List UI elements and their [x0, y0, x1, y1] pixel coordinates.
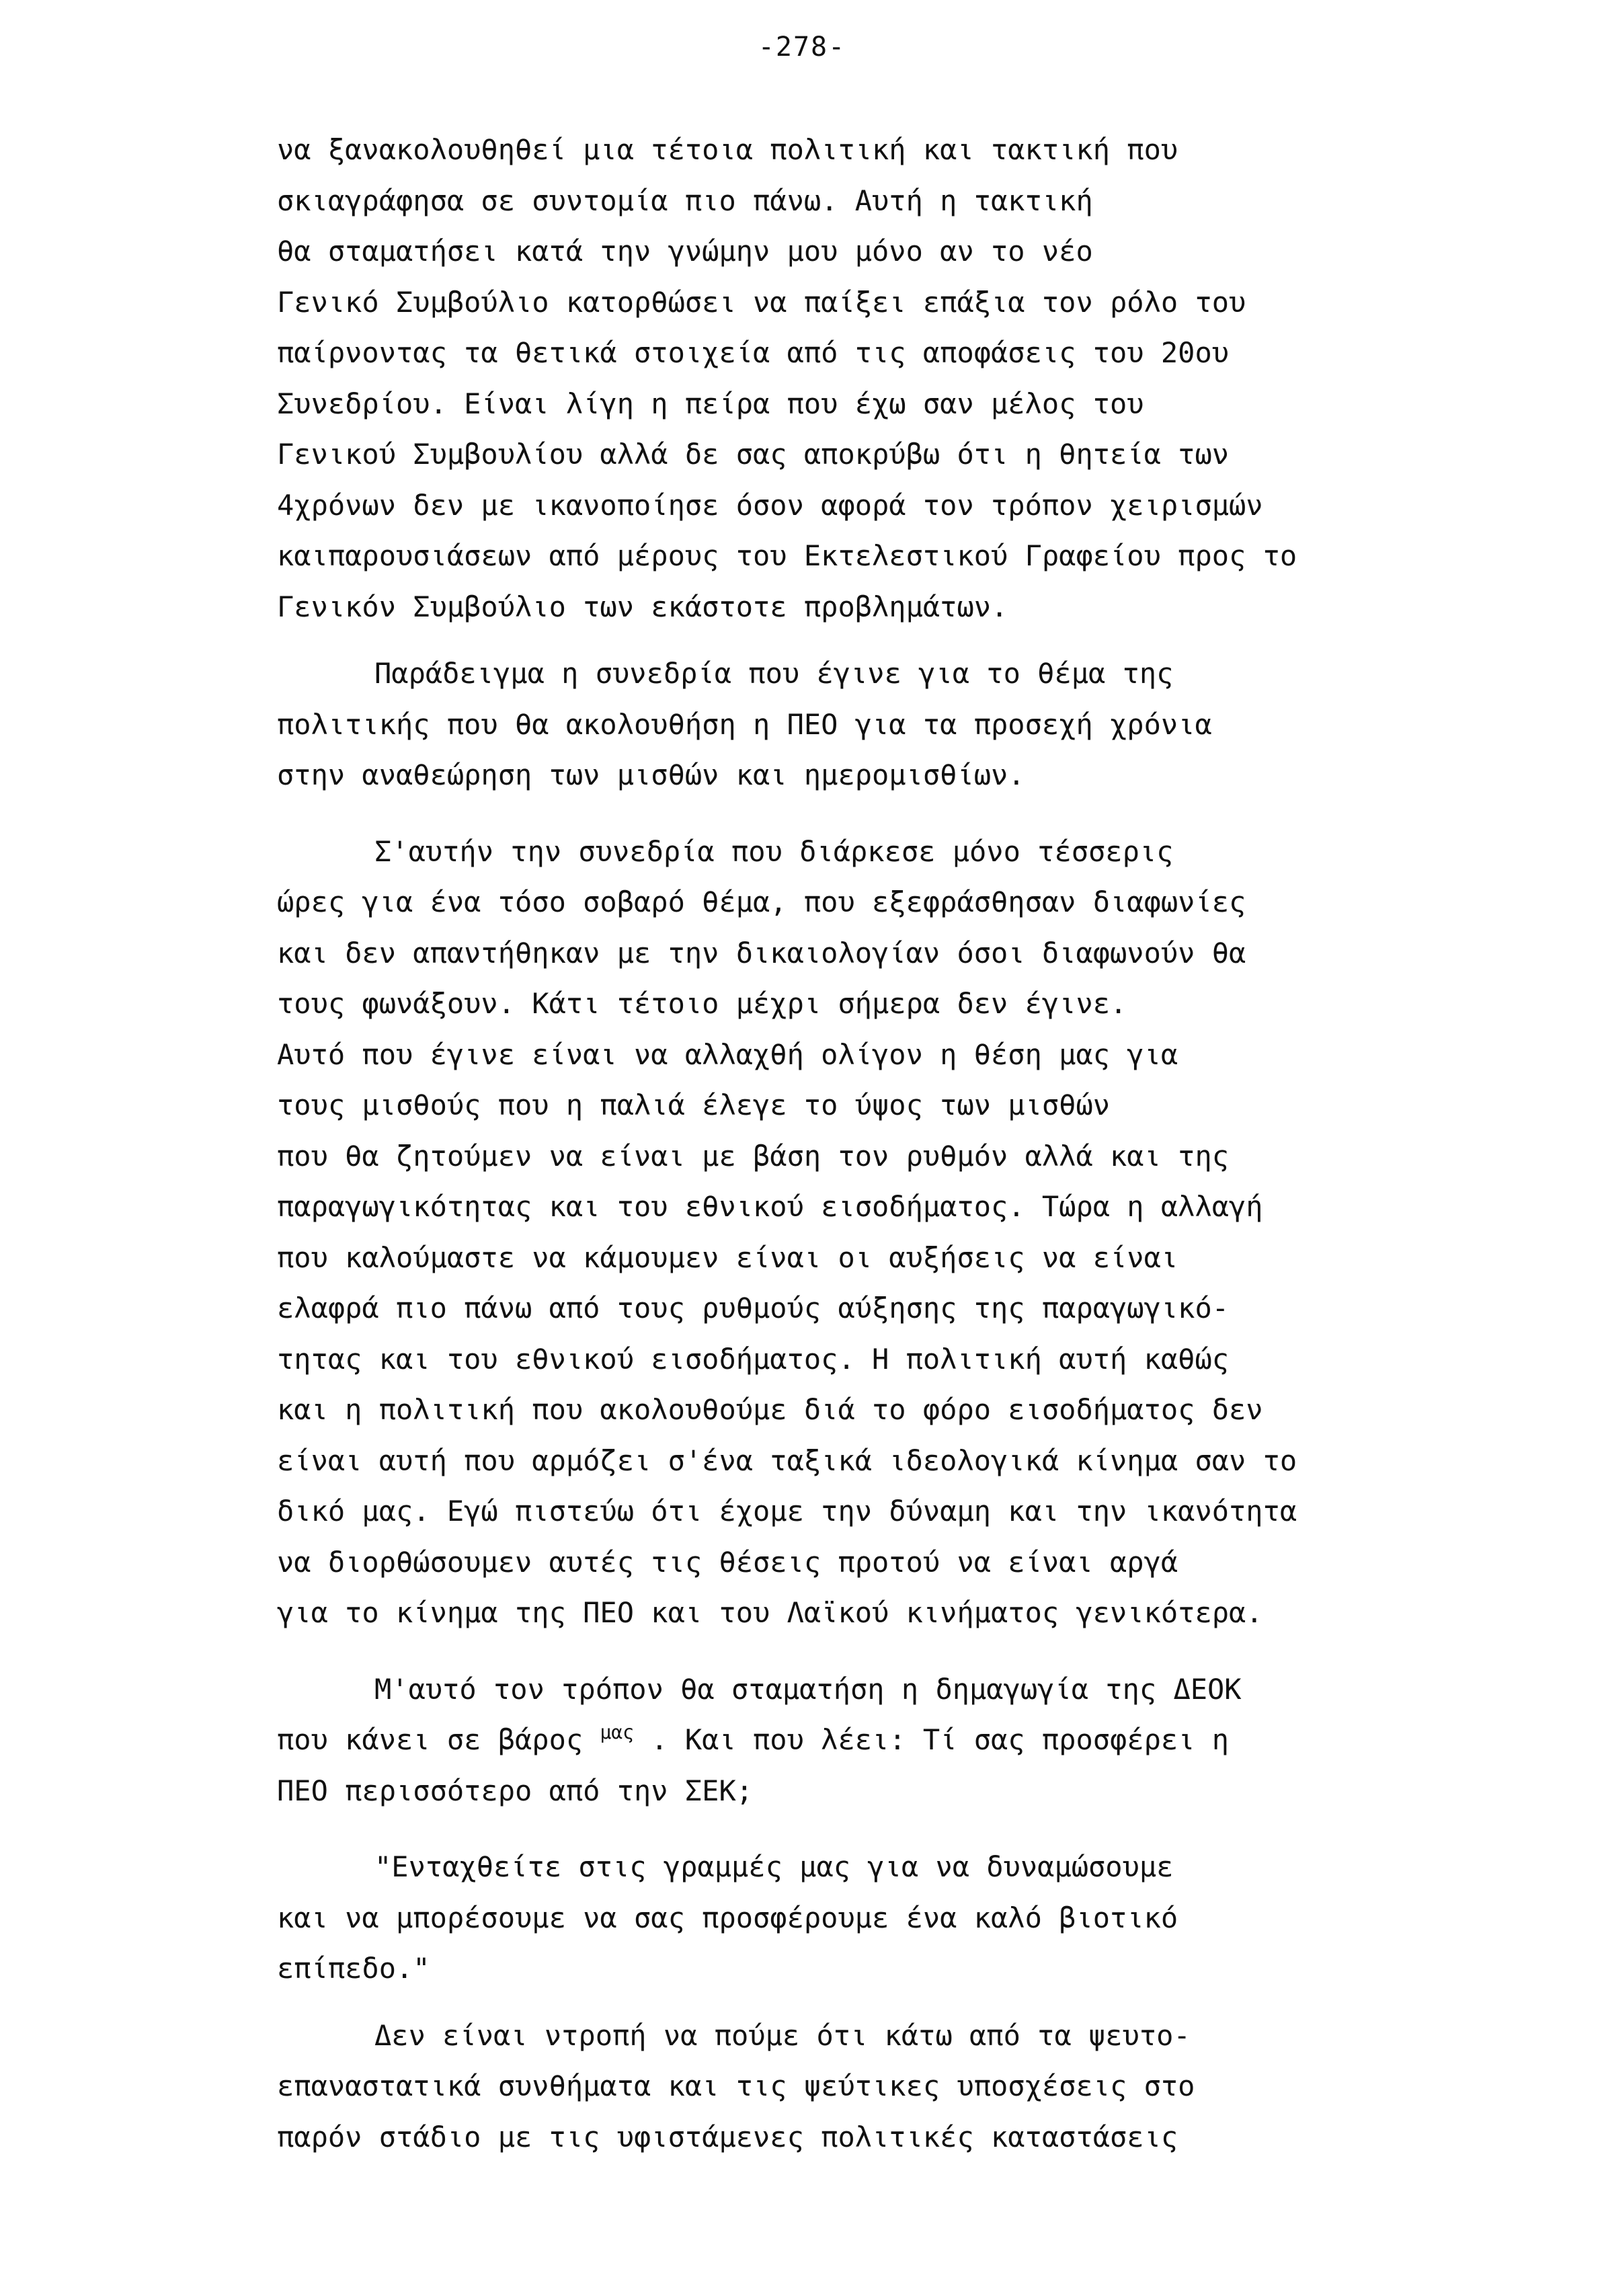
text-line: 4χρόνων δεν με ικανοποίησε όσον αφορά τον τρόπον χειρισμών	[277, 488, 1263, 522]
text-line: επαναστατικά συνθήματα και τις ψεύτικες υποσχέσεις στο	[277, 2069, 1195, 2102]
text-line: είναι αυτή που αρμόζει σ'ένα ταξικά ιδεολογικά κίνημα σαν το	[277, 1443, 1297, 1477]
text-line: επίπεδο."	[277, 1952, 430, 1985]
text-line: παρόν στάδιο με τις υφιστάμενες πολιτικές καταστάσεις	[277, 2120, 1178, 2153]
text-line: Συνεδρίου. Είναι λίγη η πείρα που έχω σαν μέλος του	[277, 387, 1144, 420]
document-body	[277, 124, 1487, 2162]
text-line: τους μισθούς που η παλιά έλεγε το ύψος των μισθών	[277, 1088, 1111, 1121]
text-line: παίρνοντας τα θετικά στοιχεία από τις αποφάσεις του 20ου	[277, 336, 1230, 369]
text-line: τους φωνάξουν. Κάτι τέτοιο μέχρι σήμερα δεν έγινε.	[277, 987, 1127, 1020]
text-line: δικό μας. Εγώ πιστεύω ότι έχομε την δύναμη και την ικανότητα	[277, 1495, 1297, 1528]
text-line: Γενικόν Συμβούλιο των εκάστοτε προβλημάτων.	[277, 590, 1008, 623]
text-line: "Ενταχθείτε στις γραμμές μας για να δυναμώσουμε	[374, 1850, 1174, 1883]
text-line: Μ'αυτό τον τρόπον θα σταματήση η δημαγωγία της ΔΕΟΚ	[374, 1672, 1242, 1706]
text-line: να ξανακολουθηθεί μια τέτοια πολιτική και τακτική που	[277, 133, 1178, 166]
text-line: και η πολιτική που ακολουθούμε διά το φόρο εισοδήματος δεν	[277, 1393, 1263, 1426]
text-line-with-superscript	[277, 1714, 1487, 1766]
text-line: Δεν είναι ντροπή να πούμε ότι κάτω από τα ψευτο-	[374, 2018, 1191, 2052]
text-line: Αυτό που έγινε είναι να αλλαχθή ολίγον η θέση μας για	[277, 1037, 1178, 1071]
text-segment: . Και που λέει: Τί σας προσφέρει η	[634, 1723, 1230, 1756]
text-line: και να μπορέσουμε να σας προσφέρουμε ένα καλό βιοτικό	[277, 1901, 1178, 1934]
text-line: που καλούμαστε να κάμουμεν είναι οι αυξήσεις να είναι	[277, 1240, 1178, 1274]
text-line: Παράδειγμα η συνεδρία που έγινε για το θέμα της	[374, 657, 1174, 690]
paragraph-2	[277, 648, 1487, 801]
text-segment: που κάνει σε βάρος	[277, 1723, 600, 1756]
text-line: ελαφρά πιο πάνω από τους ρυθμούς αύξησης της παραγωγικό-	[277, 1292, 1230, 1324]
paragraph-3	[277, 826, 1487, 1638]
text-line: ΠΕΟ περισσότερο από την ΣΕΚ;	[277, 1774, 754, 1807]
paragraph-4	[277, 1664, 1487, 1817]
text-line: καιπαρουσιάσεων από μέρους του Εκτελεστικού Γραφείου προς το	[277, 539, 1297, 572]
text-line: σκιαγράφησα σε συντομία πιο πάνω. Αυτή η τακτική	[277, 184, 1093, 217]
text-line: πολιτικής που θα ακολουθήση η ΠΕΟ για τα προσεχή χρόνια	[277, 707, 1212, 741]
text-line: τητας και του εθνικού εισοδήματος. Η πολιτική αυτή καθώς	[277, 1342, 1230, 1376]
paragraph-1	[277, 124, 1487, 632]
page-number: -278-	[758, 32, 846, 63]
text-line: ώρες για ένα τόσο σοβαρό θέμα, που εξεφράσθησαν διαφωνίες	[277, 885, 1246, 918]
text-line: και δεν απαντήθηκαν με την δικαιολογίαν όσοι διαφωνούν θα	[277, 936, 1246, 969]
text-line: Σ'αυτήν την συνεδρία που διάρκεσε μόνο τέσσερις	[374, 834, 1174, 868]
text-line: Γενικού Συμβουλίου αλλά δε σας αποκρύβω ότι η θητεία των	[277, 438, 1230, 471]
text-line: θα σταματήσει κατά την γνώμην μου μόνο αν το νέο	[277, 235, 1093, 268]
superscript-insertion: μας	[600, 1721, 635, 1743]
paragraph-5-quote	[277, 1842, 1487, 1994]
text-line: που θα ζητούμεν να είναι με βάση τον ρυθμόν αλλά και της	[277, 1139, 1230, 1173]
paragraph-6	[277, 2010, 1487, 2163]
text-line: στην αναθεώρηση των μισθών και ημερομισθίων.	[277, 758, 1025, 791]
text-line: παραγωγικότητας και του εθνικού εισοδήματος. Τώρα η αλλαγή	[277, 1190, 1263, 1223]
text-line: να διορθώσουμεν αυτές τις θέσεις προτού να είναι αργά	[277, 1545, 1178, 1579]
text-line: Γενικό Συμβούλιο κατορθώσει να παίξει επάξια τον ρόλο του	[277, 285, 1246, 319]
text-line: για το κίνημα της ΠΕΟ και του Λαϊκού κινήματος γενικότερα.	[277, 1596, 1263, 1629]
